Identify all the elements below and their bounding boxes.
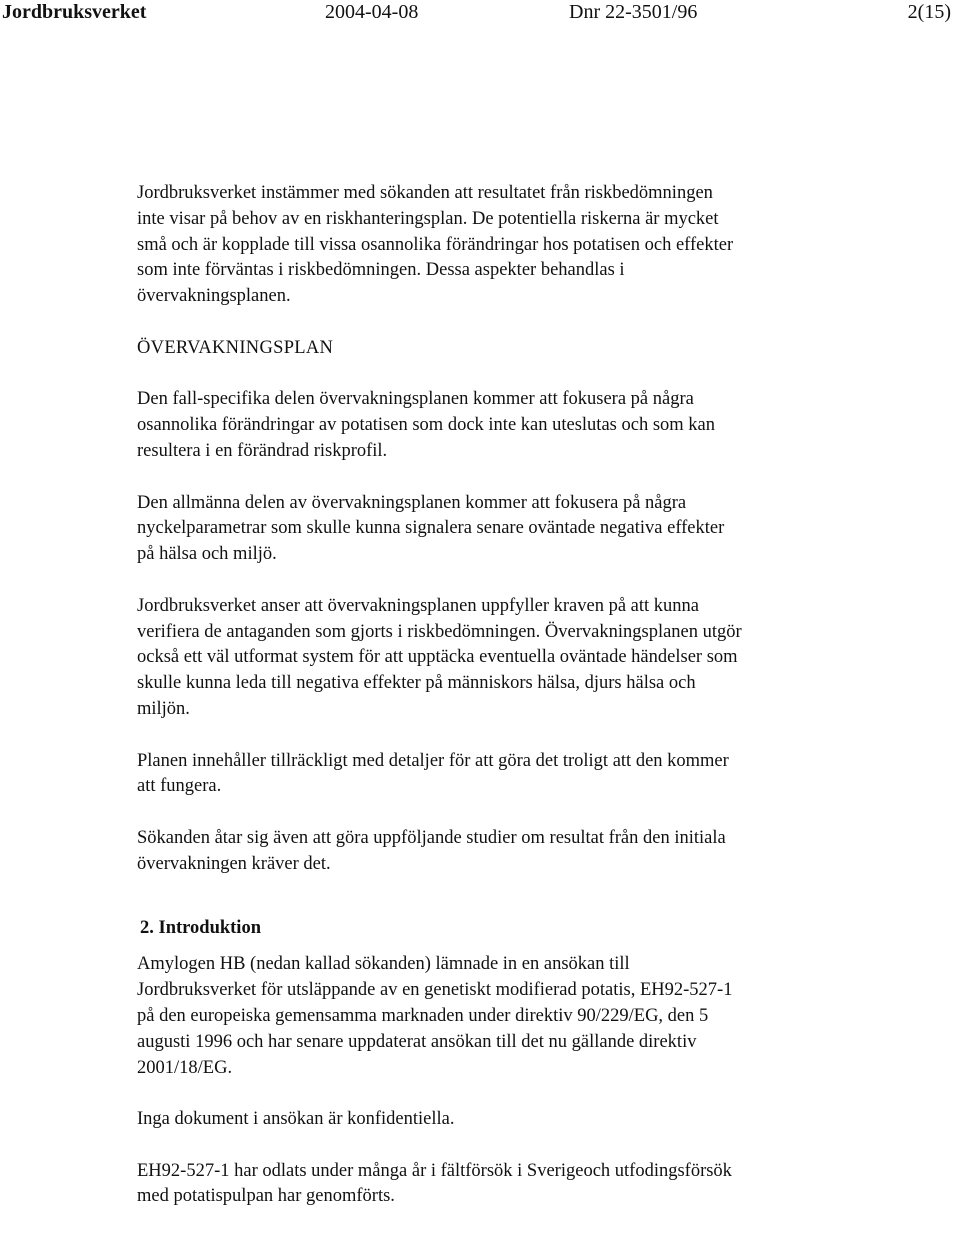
text-line: resultera i en förändrad riskprofil.: [137, 440, 388, 461]
text-line: EH92-527-1 har odlats under många år i fältförsök i Sverigeoch utfodingsförsök: [137, 1160, 732, 1181]
text-line: övervakningen kräver det.: [137, 853, 331, 874]
paragraph-general-part: [137, 491, 877, 568]
text-line: inte visar på behov av en riskhanteringsplan. De potentiella riskerna är mycket: [137, 208, 719, 229]
text-line: små och är kopplade till vissa osannolika förändringar hos potatisen och effekter: [137, 234, 734, 255]
text-line: Jordbruksverket anser att övervakningsplanen uppfyller kraven på att kunna: [137, 595, 700, 616]
header-page-number: 2(15): [907, 1, 951, 23]
text-line: Den fall-specifika delen övervakningsplanen kommer att fokusera på några: [137, 389, 694, 410]
text-line: Planen innehåller tillräckligt med detaljer för att göra det troligt att den kommer: [137, 750, 729, 771]
paragraph-assessment: [137, 594, 877, 723]
text-line: Den allmänna delen av övervakningsplanen kommer att fokusera på några: [137, 492, 687, 513]
text-line: övervakningsplanen.: [137, 286, 291, 307]
text-line: Sökanden åtar sig även att göra uppföljande studier om resultat från den initiala: [137, 827, 726, 848]
header-organization: Jordbruksverket: [2, 1, 147, 23]
text-line: att fungera.: [137, 776, 222, 797]
page-header: [0, 0, 960, 28]
text-line: Jordbruksverket instämmer med sökanden att resultatet från riskbedömningen: [137, 183, 713, 203]
text-line: osannolika förändringar av potatisen som dock inte kan uteslutas och som kan: [137, 415, 715, 436]
text-line: nyckelparametrar som skulle kunna signalera senare oväntade negativa effekter: [137, 518, 725, 539]
text-line: Inga dokument i ansökan är konfidentiella.: [137, 1109, 455, 1130]
text-line: miljön.: [137, 698, 190, 719]
text-line: Jordbruksverket för utsläppande av en genetiskt modifierad potatis, EH92-527-1: [137, 980, 733, 1001]
paragraph-field-trials: [137, 1159, 877, 1211]
section-heading-introduction: 2. Introduktion: [140, 917, 261, 938]
heading-monitoring-plan: ÖVERVAKNINGSPLAN: [137, 337, 334, 358]
paragraph-plan-details: [137, 749, 877, 801]
header-reference-number: Dnr 22-3501/96: [569, 1, 698, 23]
paragraph-risk-assessment: [137, 181, 877, 310]
text-line: Amylogen HB (nedan kallad sökanden) lämnade in en ansökan till: [137, 954, 630, 975]
text-line: som inte förväntas i riskbedömningen. Dessa aspekter behandlas i: [137, 260, 625, 281]
paragraph-case-specific: [137, 387, 877, 464]
text-line: skulle kunna leda till negativa effekter på människors hälsa, djurs hälsa och: [137, 673, 696, 694]
text-line: på hälsa och miljö.: [137, 544, 277, 565]
text-line: 2001/18/EG.: [137, 1057, 233, 1078]
text-line: med potatispulpan har genomförts.: [137, 1186, 395, 1207]
text-line: på den europeiska gemensamma marknaden under direktiv 90/229/EG, den 5: [137, 1005, 709, 1026]
text-line: också ett väl utformat system för att upptäcka eventuella oväntade händelser som: [137, 647, 738, 668]
text-line: verifiera de antaganden som gjorts i riskbedömningen. Övervakningsplanen utgör: [137, 621, 742, 642]
paragraph-follow-up: [137, 826, 877, 878]
header-date: 2004-04-08: [325, 1, 419, 23]
text-line: augusti 1996 och har senare uppdaterat ansökan till det nu gällande direktiv: [137, 1031, 697, 1052]
document-body: [137, 181, 877, 1210]
paragraph-application: [137, 952, 877, 1081]
paragraph-confidentiality: [137, 1107, 877, 1133]
